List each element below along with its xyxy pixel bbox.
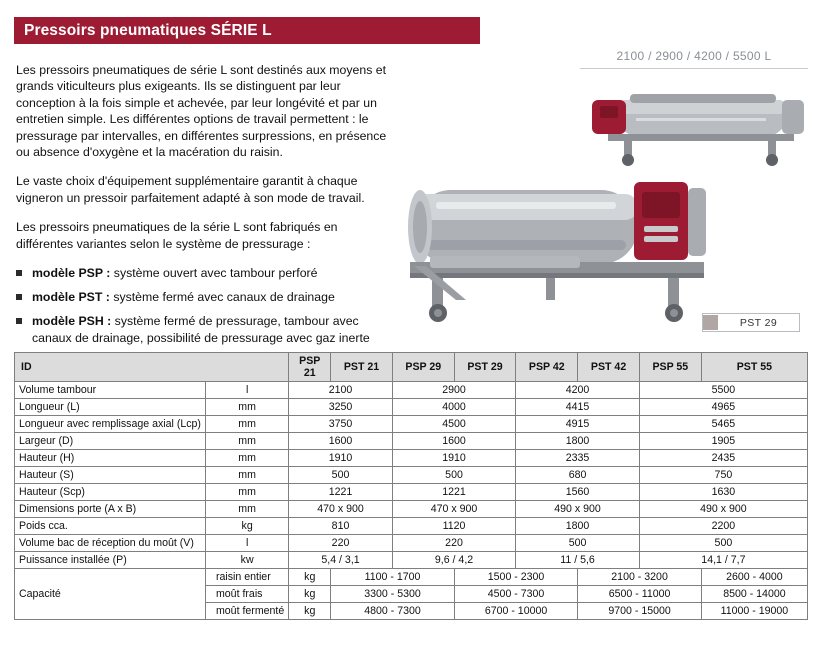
table-row — [15, 467, 808, 484]
row-value: 470 x 900 — [392, 501, 516, 518]
row-unit: kg — [289, 603, 331, 620]
table-header-row — [15, 353, 808, 382]
row-label: Puissance installée (P) — [15, 552, 206, 569]
row-value: 4500 - 7300 — [454, 586, 578, 603]
row-value: 750 — [639, 467, 807, 484]
table-row — [15, 518, 808, 535]
square-bullet-icon — [16, 318, 22, 324]
paragraph-1: Les pressoirs pneumatiques de série L sont destinés aux moyens et grands viticulteurs plus exigeants. Ils se distinguent par leur conception à la fois simple et achevée, par leur longévité et par un entretien simple. Les différentes options de travail permettent : le pressurage par intervalles, en différentes surpressions, en présence ou absence d'oxygène et la macération du raisin. — [16, 63, 387, 160]
specification-table — [14, 352, 808, 620]
row-unit: mm — [205, 433, 288, 450]
table-row — [15, 501, 808, 518]
list-item-text: système fermé avec canaux de drainage — [109, 290, 335, 305]
table-header-psp21: PSP 21 — [289, 353, 331, 382]
row-value: 2100 - 3200 — [578, 569, 702, 586]
row-unit: mm — [205, 416, 288, 433]
list-item-strong: modèle PSH : — [32, 314, 112, 329]
row-value: 1910 — [392, 450, 516, 467]
row-label: Poids cca. — [15, 518, 206, 535]
row-unit: l — [205, 382, 288, 399]
row-label: Hauteur (Scp) — [15, 484, 206, 501]
table-header-pst42: PST 42 — [578, 353, 639, 382]
row-label: Volume bac de réception du moût (V) — [15, 535, 206, 552]
photo-caption — [702, 313, 800, 332]
row-label: Hauteur (H) — [15, 450, 206, 467]
row-value: 1905 — [639, 433, 807, 450]
row-value: 2200 — [639, 518, 807, 535]
row-value: 2900 — [392, 382, 516, 399]
row-value: 5,4 / 3,1 — [289, 552, 392, 569]
row-value: 1120 — [392, 518, 516, 535]
table-row — [15, 535, 808, 552]
row-value: 1800 — [516, 518, 640, 535]
row-unit: mm — [205, 484, 288, 501]
table-header-pst21: PST 21 — [331, 353, 392, 382]
row-value: 3750 — [289, 416, 392, 433]
row-value: 5500 — [639, 382, 807, 399]
list-item — [16, 289, 388, 305]
row-label: moût fermenté — [205, 603, 288, 620]
row-value: 4915 — [516, 416, 640, 433]
table-header-pst55: PST 55 — [701, 353, 807, 382]
row-unit: mm — [205, 501, 288, 518]
page-title: Pressoirs pneumatiques SÉRIE L — [24, 21, 272, 39]
row-unit: kg — [289, 569, 331, 586]
row-value: 500 — [392, 467, 516, 484]
row-unit: kg — [205, 518, 288, 535]
row-value: 2435 — [639, 450, 807, 467]
row-label: Largeur (D) — [15, 433, 206, 450]
paragraph-2: Le vaste choix d'équipement supplémentaire garantit à chaque vigneron un pressoir parfaitement adapté à son mode de travail. — [16, 174, 365, 205]
row-value: 6500 - 11000 — [578, 586, 702, 603]
list-item-text: système fermé de pressurage, tambour avec canaux de drainage, possibilité de pressurage avec gaz inerte — [32, 314, 370, 345]
row-value: 4965 — [639, 399, 807, 416]
row-value: 4000 — [392, 399, 516, 416]
row-value: 2335 — [516, 450, 640, 467]
row-unit: kw — [205, 552, 288, 569]
table-row — [15, 484, 808, 501]
row-value: 220 — [392, 535, 516, 552]
row-value: 1221 — [392, 484, 516, 501]
list-item — [16, 265, 388, 281]
row-value: 680 — [516, 467, 640, 484]
row-value: 500 — [516, 535, 640, 552]
row-label: raisin entier — [205, 569, 288, 586]
row-value: 3250 — [289, 399, 392, 416]
row-value: 1910 — [289, 450, 392, 467]
table-row — [15, 552, 808, 569]
row-label: moût frais — [205, 586, 288, 603]
table-row — [15, 433, 808, 450]
row-value: 2600 - 4000 — [701, 569, 807, 586]
table-row — [15, 416, 808, 433]
row-value: 1630 — [639, 484, 807, 501]
table-row — [15, 382, 808, 399]
row-value: 8500 - 14000 — [701, 586, 807, 603]
row-value: 500 — [289, 467, 392, 484]
row-label: Dimensions porte (A x B) — [15, 501, 206, 518]
list-item-strong: modèle PST : — [32, 290, 110, 305]
paragraph-3: Les pressoirs pneumatiques de la série L sont fabriqués en différentes variantes selon le système de pressurage : — [16, 220, 338, 251]
row-unit: mm — [205, 467, 288, 484]
row-value: 14,1 / 7,7 — [639, 552, 807, 569]
model-variants-list — [16, 265, 388, 346]
row-unit: l — [205, 535, 288, 552]
capacity-group-label: Capacité — [15, 569, 206, 620]
table-header-psp42: PSP 42 — [516, 353, 578, 382]
row-value: 11 / 5,6 — [516, 552, 640, 569]
list-item-strong: modèle PSP : — [32, 266, 111, 281]
table-header-pst29: PST 29 — [454, 353, 515, 382]
row-value: 4415 — [516, 399, 640, 416]
row-value: 500 — [639, 535, 807, 552]
divider — [580, 68, 808, 69]
row-value: 9700 - 15000 — [578, 603, 702, 620]
row-value: 1800 — [516, 433, 640, 450]
row-unit: kg — [289, 586, 331, 603]
row-value: 1100 - 1700 — [331, 569, 455, 586]
model-volumes-line: 2100 / 2900 / 4200 / 5500 L — [616, 49, 772, 63]
caption-text: PST 29 — [739, 316, 778, 329]
row-value: 6700 - 10000 — [454, 603, 578, 620]
table-header-id: ID — [15, 353, 289, 382]
row-value: 2100 — [289, 382, 392, 399]
row-value: 490 x 900 — [516, 501, 640, 518]
row-unit: mm — [205, 450, 288, 467]
product-photo-area — [396, 70, 808, 332]
caption-color-swatch — [703, 315, 718, 330]
row-value: 1600 — [289, 433, 392, 450]
row-value: 1500 - 2300 — [454, 569, 578, 586]
row-label: Longueur avec remplissage axial (Lcp) — [15, 416, 206, 433]
row-value: 470 x 900 — [289, 501, 392, 518]
row-value: 11000 - 19000 — [701, 603, 807, 620]
row-value: 1600 — [392, 433, 516, 450]
page-title-bar — [14, 17, 480, 44]
row-value: 220 — [289, 535, 392, 552]
square-bullet-icon — [16, 270, 22, 276]
row-unit: mm — [205, 399, 288, 416]
table-row — [15, 569, 808, 586]
table-row — [15, 399, 808, 416]
description-column — [16, 62, 388, 354]
table-header-psp29: PSP 29 — [392, 353, 454, 382]
list-item — [16, 313, 388, 345]
row-value: 9,6 / 4,2 — [392, 552, 516, 569]
row-value: 3300 - 5300 — [331, 586, 455, 603]
square-bullet-icon — [16, 294, 22, 300]
table-header-psp55: PSP 55 — [639, 353, 701, 382]
list-item-text: système ouvert avec tambour perforé — [110, 266, 318, 281]
row-value: 1560 — [516, 484, 640, 501]
row-value: 1221 — [289, 484, 392, 501]
row-value: 4800 - 7300 — [331, 603, 455, 620]
table-row — [15, 450, 808, 467]
pneumatic-press-illustration — [396, 70, 808, 332]
row-label: Hauteur (S) — [15, 467, 206, 484]
row-value: 5465 — [639, 416, 807, 433]
row-value: 4200 — [516, 382, 640, 399]
row-value: 490 x 900 — [639, 501, 807, 518]
row-label: Volume tambour — [15, 382, 206, 399]
row-value: 810 — [289, 518, 392, 535]
row-label: Longueur (L) — [15, 399, 206, 416]
row-value: 4500 — [392, 416, 516, 433]
